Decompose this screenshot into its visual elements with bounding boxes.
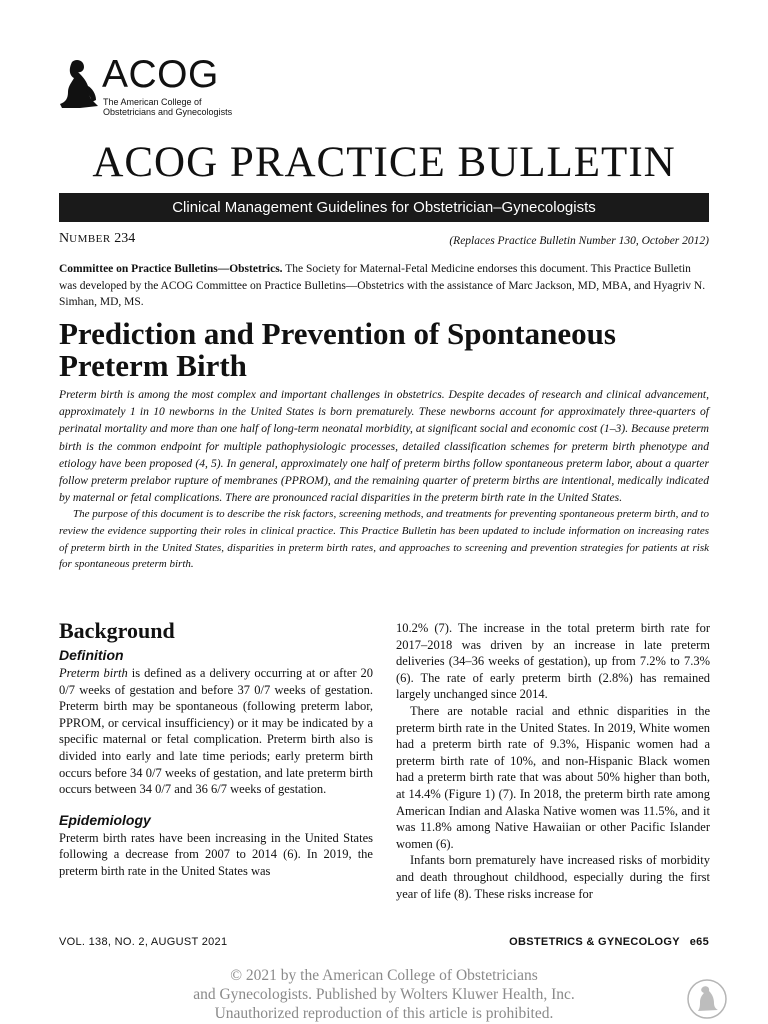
journal-volume: VOL. 138, NO. 2, AUGUST 2021 [59, 936, 228, 948]
committee-note [59, 261, 709, 311]
article-title-line1: Prediction and Prevention of Spontaneous [59, 316, 616, 351]
number-initial: N [59, 231, 70, 246]
definition-heading: Definition [59, 647, 124, 663]
copyright-notice [0, 966, 768, 1023]
definition-paragraph [59, 665, 373, 798]
committee-text: The Society for Maternal-Fetal Medicine endorses this document. This Practice Bulletin was developed by the ACOG Committee on Practice Bulletins—Obstetrics with the assistance of Marc Jackson, MD, MBA, and Hyagriv N. Simhan, MD, MS. [59, 263, 706, 308]
copyright-line1: © 2021 by the American College of Obstetricians [230, 967, 538, 984]
watermark-seal-icon [686, 978, 728, 1020]
right-paragraph-3: Infants born prematurely have increased risks of morbidity and death throughout childhood, especially during the first year of life (8). These risks increase for [396, 853, 710, 901]
copyright-line2: and Gynecologists. Published by Wolters Kluwer Health, Inc. [193, 986, 575, 1003]
committee-name: Committee on Practice Bulletins—Obstetrics. [59, 263, 283, 275]
acog-figure-icon [58, 58, 102, 110]
article-title [59, 318, 719, 382]
logo-wordmark: ACOG [102, 53, 219, 96]
bulletin-number [59, 231, 135, 247]
right-paragraph-2: There are notable racial and ethnic disparities in the preterm birth rate in the United States. In 2019, White women had a preterm birth rate of 9.3%, Hispanic women had a preterm birth rate of 10%, and non-Hispanic Black women had a preterm birth rate that was about 50% higher than both, at 14.4% (Figure 1) (7). In 2018, the preterm birth rate among American Indian and Alaska Native women was 11.5%, and it was 11.8% among Native Hawaiian or other Pacific Islander women (6). [396, 703, 710, 851]
replaces-note: (Replaces Practice Bulletin Number 130, October 2012) [449, 235, 709, 247]
logo-subtitle [103, 97, 243, 117]
background-heading: Background [59, 618, 175, 643]
bulletin-title: ACOG PRACTICE BULLETIN [92, 139, 676, 186]
abstract [59, 386, 709, 573]
journal-page: OBSTETRICS & GYNECOLOGY e65 [509, 936, 709, 948]
right-paragraph-1: 10.2% (7). The increase in the total preterm birth rate for 2017–2018 was driven by an increase in late preterm deliveries (34–36 weeks of gestation), up from 7.2% to 7.3% (6). The rate of early preterm birth (2.8%) has remained largely unchanged since 2014. [396, 621, 710, 702]
right-column [396, 620, 710, 902]
guidelines-banner: Clinical Management Guidelines for Obstetrician–Gynecologists [59, 193, 709, 222]
article-title-line2: Preterm Birth [59, 348, 247, 383]
epidemiology-heading: Epidemiology [59, 811, 151, 828]
abstract-paragraph-1: Preterm birth is among the most complex and important challenges in obstetrics. Despite decades of research and clinical advancement, approximately 1 in 10 newborns in the United States is born prematurely. These newborns account for approximately three-quarters of perinatal mortality and more than one half of long-term neonatal morbidity, at significant social and economic cost (1–3). Because preterm birth is the common endpoint for multiple pathophysiologic processes, detailed classification schemes for preterm birth phenotype and etiology have been proposed (4, 5). In general, approximately one half of preterm births follow spontaneous preterm labor, about a quarter follow preterm prelabor rupture of membranes (PPROM), and the remaining quarter of preterm births are intentional, medically indicated by maternal or fetal complications. There are pronounced racial disparities in the preterm birth rate in the United States. [59, 388, 709, 505]
copyright-line3: Unauthorized reproduction of this article is prohibited. [214, 1005, 554, 1022]
epidemiology-paragraph: Preterm birth rates have been increasing in the United States following a decrease from 2007 to 2014 (6). In 2019, the preterm birth rate in the United States was [59, 830, 373, 878]
logo-subtitle-line2: Obstetricians and Gynecologists [103, 107, 233, 117]
left-column [59, 617, 373, 880]
number-rest: UMBER [69, 233, 111, 245]
logo-subtitle-line1: The American College of [103, 97, 202, 107]
definition-text: is defined as a delivery occurring at or after 20 0/7 weeks of gestation and before 37 0/7 weeks of gestation. Preterm birth may be spontaneous (following preterm labor, PPROM, or cervical insufficiency) or it may be indicated by a specific maternal or fetal complication. Preterm birth also is divided into early and late time periods; early preterm birth occurs before 34 0/7 weeks of gestation, and late preterm birth occurs between 34 0/7 and 36 6/7 weeks of gestation. [59, 666, 373, 797]
number-value: 234 [114, 231, 136, 246]
abstract-paragraph-2: The purpose of this document is to describe the risk factors, screening methods, and treatments for preventing spontaneous preterm birth, and to review the evidence supporting their roles in clinical practice. This Practice Bulletin has been updated to include information on increasing rates of preterm birth in the United States, disparities in preterm birth rates, and approaches to screening and prevention strategies for patients at risk for spontaneous preterm birth. [59, 508, 709, 571]
definition-term: Preterm birth [59, 666, 128, 680]
acog-logo [58, 53, 233, 120]
